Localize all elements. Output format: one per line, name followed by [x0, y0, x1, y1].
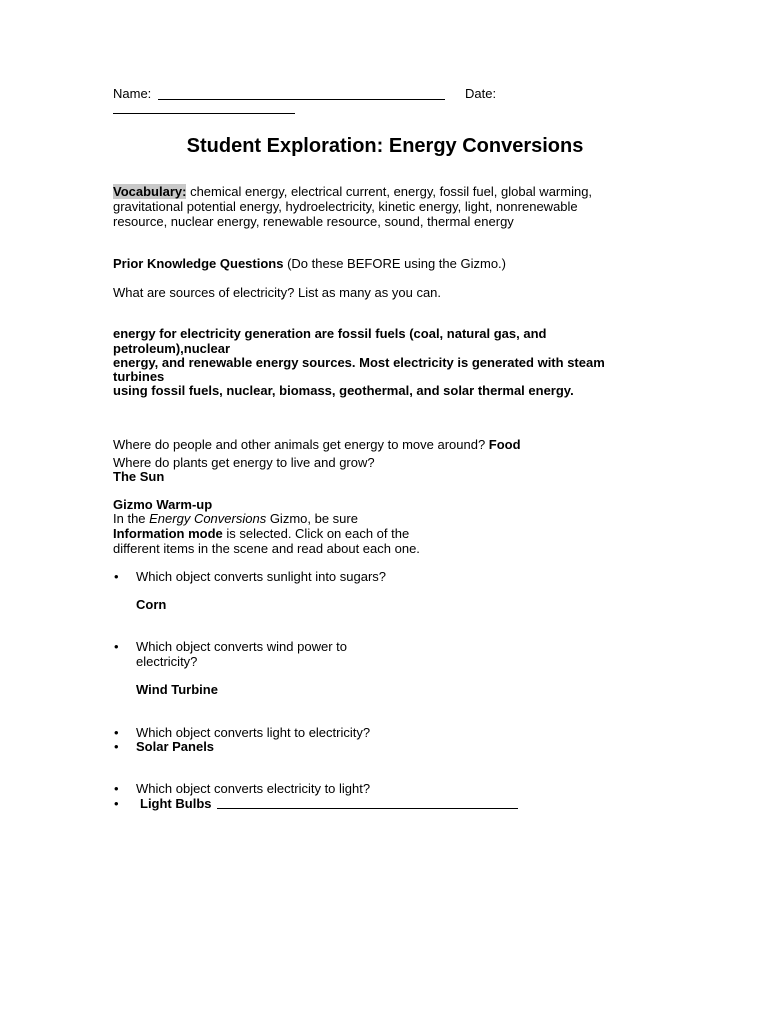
bullet-6: •	[114, 796, 119, 811]
warmup-answer-2: Wind Turbine	[136, 682, 218, 697]
vocabulary-line-1	[113, 184, 592, 199]
bullet-3: •	[114, 725, 119, 740]
warmup-question-4: Which object converts electricity to light?	[136, 781, 371, 796]
question-plant-energy: Where do plants get energy to live and grow?	[113, 455, 375, 470]
warmup-intro-1c: Gizmo, be sure	[266, 511, 358, 526]
bullet-2: •	[114, 639, 119, 654]
answer-animal-energy: Food	[488, 437, 521, 452]
warmup-answer-4: Light Bulbs	[140, 796, 212, 811]
warmup-intro-line-2	[113, 526, 409, 541]
warmup-gizmo-name: Energy Conversions	[149, 511, 267, 526]
vocabulary-label: Vocabulary:	[113, 184, 187, 199]
vocabulary-line-3: resource, nuclear energy, renewable resource, sound, thermal energy	[113, 214, 514, 229]
answer-line-3: energy, and renewable energy sources. Most electricity is generated with steam	[113, 355, 605, 370]
prior-knowledge-heading	[113, 256, 506, 271]
bullet-5: •	[114, 781, 119, 796]
question-animal-energy	[113, 437, 521, 452]
bullet-4: •	[114, 739, 119, 754]
answer-line-1: energy for electricity generation are fossil fuels (coal, natural gas, and	[113, 326, 547, 341]
name-blank-line[interactable]	[158, 99, 445, 100]
prior-knowledge-note: (Do these BEFORE using the Gizmo.)	[283, 256, 506, 271]
warmup-answer-1: Corn	[136, 597, 167, 612]
warmup-intro-line-3: different items in the scene and read about each one.	[113, 541, 420, 556]
warmup-intro-2b: is selected. Click on each of the	[222, 526, 410, 541]
vocabulary-terms-1: chemical energy, electrical current, energy, fossil fuel, global warming,	[186, 184, 593, 199]
answer-plant-energy: The Sun	[113, 469, 165, 484]
warmup-question-1: Which object converts sunlight into sugars?	[136, 569, 387, 584]
warmup-intro-1a: In the	[113, 511, 150, 526]
date-blank-line[interactable]	[113, 113, 295, 114]
name-label: Name:	[113, 86, 152, 101]
vocabulary-line-2: gravitational potential energy, hydroelectricity, kinetic energy, light, nonrenewable	[113, 199, 578, 214]
warmup-question-2-line-2: electricity?	[136, 654, 198, 669]
prior-knowledge-title: Prior Knowledge Questions	[113, 256, 284, 271]
bullet-1: •	[114, 569, 119, 584]
answer-line-5: using fossil fuels, nuclear, biomass, geothermal, and solar thermal energy.	[113, 383, 574, 398]
question-animal-energy-text: Where do people and other animals get energy to move around?	[113, 437, 489, 452]
answer-line-4: turbines	[113, 369, 165, 384]
warmup-question-2-line-1: Which object converts wind power to	[136, 639, 347, 654]
answer-line-2: petroleum),nuclear	[113, 341, 231, 356]
warmup-heading: Gizmo Warm-up	[113, 497, 213, 512]
answer-4-blank-line[interactable]	[217, 808, 518, 809]
question-sources-electricity: What are sources of electricity? List as many as you can.	[113, 285, 442, 300]
warmup-answer-3: Solar Panels	[136, 739, 215, 754]
warmup-question-3: Which object converts light to electricity?	[136, 725, 371, 740]
warmup-mode-name: Information mode	[113, 526, 223, 541]
date-label: Date:	[465, 86, 497, 101]
warmup-intro-line-1	[113, 511, 358, 526]
page-title: Student Exploration: Energy Conversions	[186, 135, 584, 157]
